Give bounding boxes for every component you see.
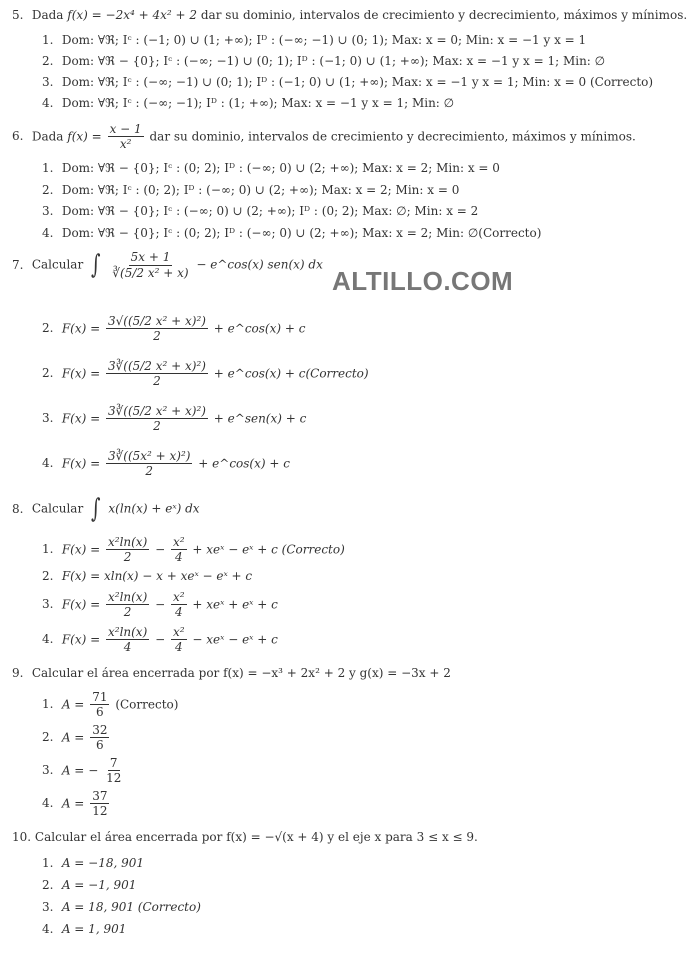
question-9 bbox=[12, 666, 451, 680]
fraction: $\frac{5x + 1}{\text{∛(5/2 x² + x)}}$ bbox=[112, 250, 189, 280]
question-10 bbox=[12, 830, 478, 844]
function-lhs: f(x) = bbox=[67, 129, 102, 144]
option: 4. F(x) = $\frac{\text{x²ln(x)}}{4}$ − $\frac{\text{x²}}{4}$ − xeˣ − eˣ + c bbox=[42, 625, 278, 655]
option: 4. A = 1, 901 bbox=[42, 922, 127, 936]
question-text: Calcular el área encerrada por f(x) = −x³ + 2x² + 2 y g(x) = −3x + 2 bbox=[31, 666, 451, 680]
question-7 bbox=[12, 250, 323, 280]
option: 1. Dom: ∀ℜ − {0}; Iᶜ : (0; 2); Iᴰ : (−∞; 0) ∪ (2; +∞); Max: x = 2; Min: x = 0 bbox=[42, 161, 500, 175]
integrand: x(ln(x) + eˣ) dx bbox=[108, 501, 200, 516]
fraction: $\frac{\text{3√((5/2 x² + x)²)}}{2}$ bbox=[107, 314, 206, 344]
question-6 bbox=[12, 122, 636, 152]
option: 3. A = − $\frac{7}{12}$ bbox=[42, 756, 122, 786]
option: 2. F(x) = $\frac{\text{3√((5/2 x² + x)²)}}{2}$ + e^cos(x) + c bbox=[42, 314, 306, 344]
option: 2. Dom: ∀ℜ; Iᶜ : (0; 2); Iᴰ : (−∞; 0) ∪ (2; +∞); Max: x = 2; Min: x = 0 bbox=[42, 183, 460, 197]
fraction: $\frac{\text{3∛((5/2 x² + x)²)}}{2}$ bbox=[107, 404, 206, 434]
integrand-rest: − e^cos(x) sen(x) dx bbox=[196, 257, 323, 272]
question-number: 5. bbox=[12, 8, 24, 22]
question-pre: Dada bbox=[31, 129, 64, 144]
option: 3. F(x) = $\frac{\text{x²ln(x)}}{2}$ − $\frac{\text{x²}}{4}$ + xeˣ + eˣ + c bbox=[42, 590, 278, 620]
question-post: dar su dominio, intervalos de crecimiento y decrecimiento, máximos y mínimos. bbox=[149, 129, 636, 144]
option: 1. F(x) = $\frac{\text{x²ln(x)}}{2}$ − $\frac{\text{x²}}{4}$ + xeˣ − eˣ + c (Correcto) bbox=[42, 535, 345, 565]
option: 2. A = $\frac{32}{6}$ bbox=[42, 723, 108, 753]
option: 4. Dom: ∀ℜ; Iᶜ : (−∞; −1); Iᴰ : (1; +∞); Max: x = −1 y x = 1; Min: ∅ bbox=[42, 96, 455, 110]
question-pre: Calcular bbox=[31, 257, 84, 272]
integral-symbol: ∫ bbox=[91, 494, 101, 524]
question-function: f(x) = −2x⁴ + 4x² + 2 bbox=[67, 8, 198, 22]
question-number: 9. bbox=[12, 666, 24, 680]
fraction: $\frac{x - 1}{\text{x²}}$ bbox=[109, 122, 142, 152]
option: 3. A = 18, 901 (Correcto) bbox=[42, 900, 201, 914]
question-number: 10. bbox=[12, 830, 32, 844]
watermark: ALTILLO.COM bbox=[332, 266, 514, 296]
option: 1. A = −18, 901 bbox=[42, 856, 145, 870]
fraction: $\frac{\text{3∛((5x² + x)²)}}{2}$ bbox=[107, 449, 191, 479]
option: 2. F(x) = $\frac{\text{3∛((5/2 x² + x)²)}}{2}$ + e^cos(x) + c(Correcto) bbox=[42, 359, 369, 389]
question-pre: Dada bbox=[31, 8, 64, 22]
option: 4. F(x) = $\frac{\text{3∛((5x² + x)²)}}{2}$ + e^cos(x) + c bbox=[42, 449, 290, 479]
question-post: dar su dominio, intervalos de crecimiento y decrecimiento, máximos y mínimos. bbox=[200, 8, 688, 22]
question-number: 7. bbox=[12, 257, 24, 272]
option: 3. F(x) = $\frac{\text{3∛((5/2 x² + x)²)}}{2}$ + e^sen(x) + c bbox=[42, 404, 307, 434]
option: 1. A = $\frac{71}{6}$ (Correcto) bbox=[42, 690, 179, 720]
question-5 bbox=[12, 8, 687, 22]
option: 4. A = $\frac{37}{12}$ bbox=[42, 789, 108, 819]
option: 3. Dom: ∀ℜ; Iᶜ : (−∞; −1) ∪ (0; 1); Iᴰ : (−1; 0) ∪ (1; +∞); Max: x = −1 y x = 1; Min: x = 0 (Correcto) bbox=[42, 75, 654, 89]
question-pre: Calcular bbox=[31, 501, 84, 516]
option: 1. Dom: ∀ℜ; Iᶜ : (−1; 0) ∪ (1; +∞); Iᴰ : (−∞; −1) ∪ (0; 1); Max: x = 0; Min: x = −1 y x = 1 bbox=[42, 33, 587, 47]
option: 3. Dom: ∀ℜ − {0}; Iᶜ : (−∞; 0) ∪ (2; +∞); Iᴰ : (0; 2); Max: ∅; Min: x = 2 bbox=[42, 204, 479, 218]
fraction: $\frac{\text{3∛((5/2 x² + x)²)}}{2}$ bbox=[107, 359, 206, 389]
question-text: Calcular el área encerrada por f(x) = −√(x + 4) y el eje x para 3 ≤ x ≤ 9. bbox=[34, 830, 478, 844]
option: 2. A = −1, 901 bbox=[42, 878, 137, 892]
question-8 bbox=[12, 494, 200, 524]
integral-symbol: ∫ bbox=[91, 250, 101, 280]
option: 2. Dom: ∀ℜ − {0}; Iᶜ : (−∞; −1) ∪ (0; 1); Iᴰ : (−1; 0) ∪ (1; +∞); Max: x = −1 y x = 1; Min: ∅ bbox=[42, 54, 606, 68]
option: 2. F(x) = xln(x) − x + xeˣ − eˣ + c bbox=[42, 569, 253, 583]
question-number: 8. bbox=[12, 501, 24, 516]
option: 4. Dom: ∀ℜ − {0}; Iᶜ : (0; 2); Iᴰ : (−∞; 0) ∪ (2; +∞); Max: x = 2; Min: ∅(Correcto) bbox=[42, 226, 542, 240]
question-number: 6. bbox=[12, 129, 24, 144]
